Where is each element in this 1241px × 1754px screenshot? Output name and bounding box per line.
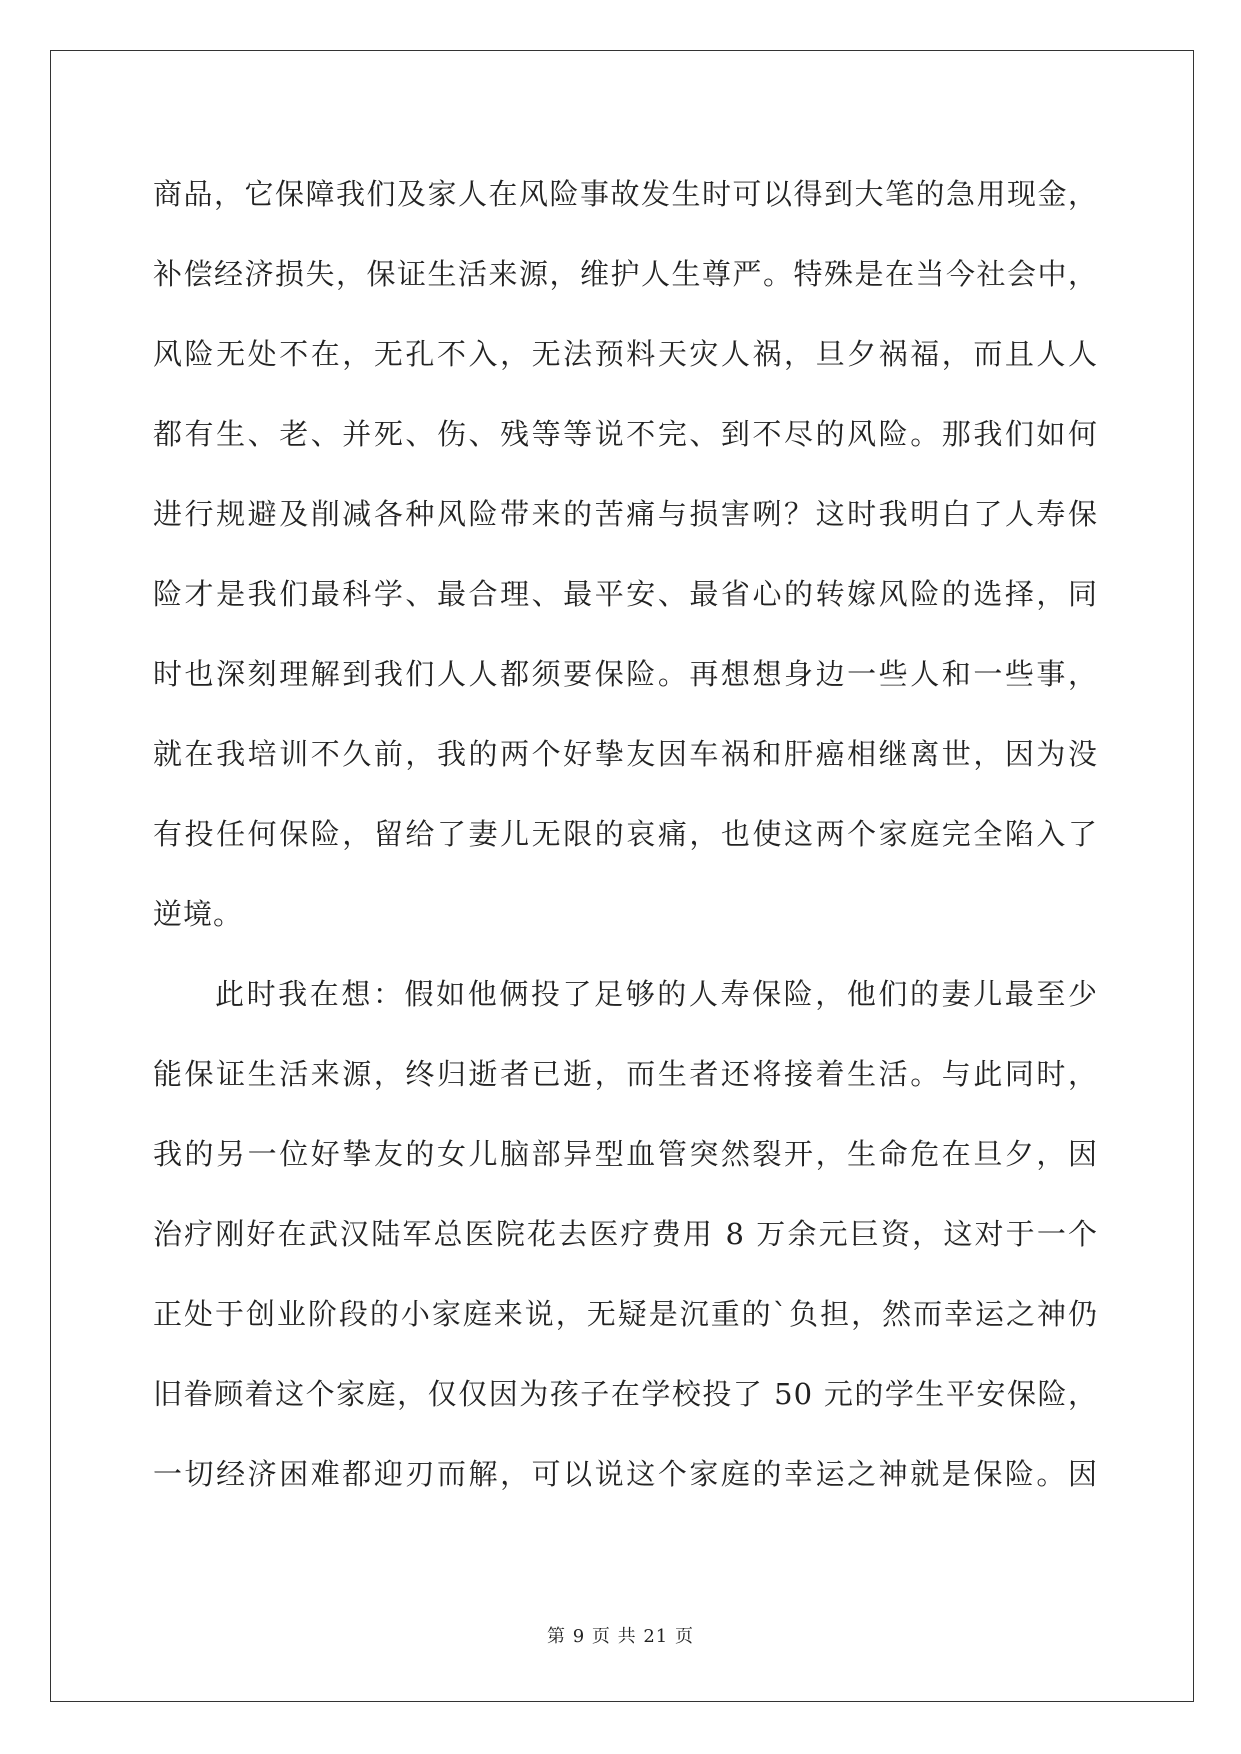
text-line: 能保证生活来源，终归逝者已逝，而生者还将接着生活。与此同时，: [153, 1057, 1098, 1091]
text-line: 一切经济困难都迎刃而解，可以说这个家庭的幸运之神就是保险。因: [153, 1457, 1098, 1491]
text-line: 就在我培训不久前，我的两个好挚友因车祸和肝癌相继离世，因为没: [153, 737, 1098, 771]
text-line: 时也深刻理解到我们人人都须要保险。再想想身边一些人和一些事，: [153, 657, 1098, 691]
paragraph-first-line: 此时我在想：假如他俩投了足够的人寿保险，他们的妻儿最至少: [215, 977, 1098, 1011]
text-line: 补偿经济损失，保证生活来源，维护人生尊严。特殊是在当今社会中，: [153, 257, 1098, 291]
text-line: 险才是我们最科学、最合理、最平安、最省心的转嫁风险的选择，同: [153, 577, 1098, 611]
text-line: 旧眷顾着这个家庭，仅仅因为孩子在学校投了 50 元的学生平安保险，: [153, 1377, 1098, 1411]
text-line: 我的另一位好挚友的女儿脑部异型血管突然裂开，生命危在旦夕，因: [153, 1137, 1098, 1171]
text-line: 商品，它保障我们及家人在风险事故发生时可以得到大笔的急用现金，: [153, 177, 1098, 211]
text-line: 逆境。: [153, 897, 244, 931]
text-line: 治疗刚好在武汉陆军总医院花去医疗费用 8 万余元巨资，这对于一个: [153, 1217, 1098, 1251]
text-line: 正处于创业阶段的小家庭来说，无疑是沉重的`负担，然而幸运之神仍: [153, 1297, 1098, 1331]
text-line: 进行规避及削减各种风险带来的苦痛与损害咧？这时我明白了人寿保: [153, 497, 1098, 531]
text-line: 有投任何保险，留给了妻儿无限的哀痛，也使这两个家庭完全陷入了: [153, 817, 1098, 851]
text-line: 都有生、老、并死、伤、残等等说不完、到不尽的风险。那我们如何: [153, 417, 1098, 451]
page-number-footer: 第 9 页 共 21 页: [547, 1626, 694, 1647]
text-line: 风险无处不在，无孔不入，无法预料天灾人祸，旦夕祸福，而且人人: [153, 337, 1098, 371]
document-body: [153, 154, 1098, 1514]
